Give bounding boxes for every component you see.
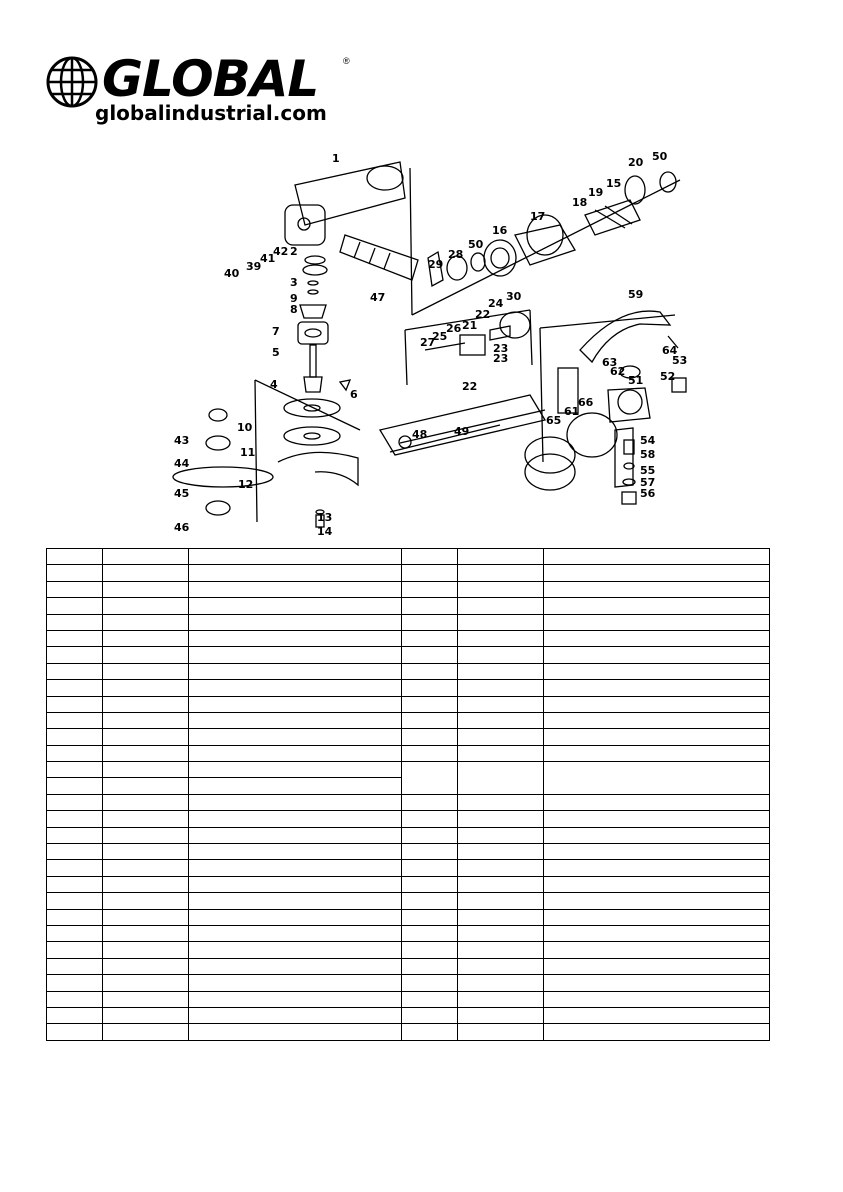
table-cell: [458, 680, 544, 696]
table-cell: [189, 925, 402, 941]
table-cell: [103, 909, 189, 925]
table-cell: [402, 614, 458, 630]
table-cell: [47, 680, 103, 696]
table-cell: [544, 663, 770, 679]
table-cell: [103, 581, 189, 597]
table-cell: [103, 778, 189, 794]
part-label: 12: [238, 478, 254, 491]
table-cell: [402, 647, 458, 663]
table-cell: [47, 942, 103, 958]
table-cell: [103, 598, 189, 614]
table-cell: [458, 844, 544, 860]
part-label: 3: [290, 276, 298, 289]
table-cell: [544, 827, 770, 843]
table-cell: [402, 745, 458, 761]
table-cell: [47, 762, 103, 778]
part-label: 26: [446, 322, 462, 335]
table-cell: [458, 811, 544, 827]
table-cell: [47, 745, 103, 761]
table-cell: [47, 893, 103, 909]
table-row: [47, 942, 770, 958]
table-cell: [458, 581, 544, 597]
part-label: 49: [454, 425, 470, 438]
table-cell: [458, 565, 544, 581]
table-cell: [103, 630, 189, 646]
table-row: [47, 958, 770, 974]
table-row: [47, 762, 770, 778]
table-cell: [544, 1007, 770, 1023]
parts-table: [46, 548, 770, 1041]
table-cell: [189, 581, 402, 597]
table-cell: [544, 958, 770, 974]
table-cell: [103, 729, 189, 745]
table-row: [47, 565, 770, 581]
table-cell: [47, 663, 103, 679]
table-cell: [189, 975, 402, 991]
table-cell: [402, 794, 458, 810]
table-row: [47, 844, 770, 860]
table-row: [47, 991, 770, 1007]
table-cell: [402, 975, 458, 991]
table-cell: [544, 811, 770, 827]
table-cell: [47, 712, 103, 728]
part-label: 56: [640, 487, 656, 500]
table-cell: [402, 860, 458, 876]
table-cell: [103, 745, 189, 761]
table-cell: [402, 581, 458, 597]
part-label: 23: [493, 342, 509, 355]
table-cell: [189, 778, 402, 794]
table-cell: [47, 614, 103, 630]
table-row: [47, 975, 770, 991]
table-row: [47, 630, 770, 646]
part-label: 50: [652, 150, 668, 163]
table-cell: [47, 958, 103, 974]
table-cell: [544, 860, 770, 876]
part-label: 30: [506, 290, 522, 303]
table-cell: [458, 876, 544, 892]
table-row: [47, 663, 770, 679]
table-cell: [47, 909, 103, 925]
part-label: 52: [660, 370, 676, 383]
table-cell: [458, 1007, 544, 1023]
table-cell: [103, 1024, 189, 1040]
part-label: 47: [370, 291, 386, 304]
part-label: 8: [290, 303, 298, 316]
table-row: [47, 925, 770, 941]
part-label: 4: [270, 378, 278, 391]
brand-wordmark: GLOBAL: [102, 50, 319, 108]
table-cell: [47, 565, 103, 581]
table-cell: [402, 680, 458, 696]
table-cell: [47, 1007, 103, 1023]
table-cell: [103, 876, 189, 892]
table-cell: [189, 680, 402, 696]
table-cell: [402, 598, 458, 614]
table-cell: [458, 549, 544, 565]
table-cell: [103, 975, 189, 991]
part-label: 21: [462, 319, 478, 332]
table-cell: [544, 549, 770, 565]
table-cell: [402, 909, 458, 925]
brand-website: globalindustrial.com: [95, 101, 327, 125]
part-label: 19: [588, 186, 604, 199]
table-cell: [544, 925, 770, 941]
table-cell: [189, 745, 402, 761]
table-cell: [544, 991, 770, 1007]
part-label: 29: [428, 258, 444, 271]
table-cell: [402, 1024, 458, 1040]
table-cell: [402, 958, 458, 974]
table-cell: [189, 729, 402, 745]
table-cell: [458, 762, 544, 795]
table-cell: [47, 581, 103, 597]
table-cell: [458, 696, 544, 712]
table-cell: [544, 876, 770, 892]
table-cell: [47, 598, 103, 614]
table-cell: [103, 844, 189, 860]
table-cell: [544, 581, 770, 597]
table-row: [47, 549, 770, 565]
part-label: 62: [610, 365, 626, 378]
table-row: [47, 827, 770, 843]
part-label: 20: [628, 156, 644, 169]
table-cell: [458, 860, 544, 876]
part-label: 55: [640, 464, 656, 477]
table-cell: [103, 647, 189, 663]
table-cell: [458, 925, 544, 941]
table-cell: [458, 598, 544, 614]
part-label: 63: [602, 356, 618, 369]
table-cell: [402, 811, 458, 827]
table-cell: [402, 712, 458, 728]
table-cell: [103, 893, 189, 909]
part-label: 13: [317, 511, 333, 524]
table-cell: [458, 1024, 544, 1040]
table-row: [47, 729, 770, 745]
part-label: 9: [290, 292, 298, 305]
part-label: 10: [237, 421, 253, 434]
table-cell: [189, 860, 402, 876]
table-cell: [189, 958, 402, 974]
part-label: 50: [468, 238, 484, 251]
table-cell: [47, 729, 103, 745]
table-cell: [544, 614, 770, 630]
table-cell: [402, 827, 458, 843]
part-label: 48: [412, 428, 428, 441]
table-row: [47, 876, 770, 892]
table-cell: [103, 565, 189, 581]
table-cell: [402, 565, 458, 581]
table-cell: [544, 696, 770, 712]
table-cell: [47, 794, 103, 810]
table-row: [47, 614, 770, 630]
table-row: [47, 680, 770, 696]
table-cell: [189, 598, 402, 614]
table-row: [47, 647, 770, 663]
part-label: 16: [492, 224, 508, 237]
table-cell: [544, 942, 770, 958]
table-cell: [103, 942, 189, 958]
table-cell: [103, 762, 189, 778]
table-cell: [103, 696, 189, 712]
table-cell: [47, 925, 103, 941]
table-cell: [103, 827, 189, 843]
table-cell: [189, 811, 402, 827]
part-label: 25: [432, 330, 448, 343]
table-cell: [544, 909, 770, 925]
table-cell: [47, 630, 103, 646]
table-row: [47, 1007, 770, 1023]
table-cell: [402, 991, 458, 1007]
table-row: [47, 794, 770, 810]
table-cell: [402, 729, 458, 745]
table-cell: [189, 909, 402, 925]
table-row: [47, 1024, 770, 1040]
table-cell: [189, 614, 402, 630]
part-label: 61: [564, 405, 580, 418]
table-cell: [47, 778, 103, 794]
table-cell: [47, 647, 103, 663]
part-label: 27: [420, 336, 436, 349]
table-cell: [458, 729, 544, 745]
table-cell: [544, 975, 770, 991]
part-label: 22: [475, 308, 491, 321]
table-row: [47, 909, 770, 925]
table-cell: [47, 696, 103, 712]
part-label: 64: [662, 344, 678, 357]
table-cell: [458, 712, 544, 728]
table-cell: [103, 794, 189, 810]
part-label: 6: [350, 388, 358, 401]
table-cell: [458, 663, 544, 679]
part-label: 22: [462, 380, 478, 393]
part-label: 7: [272, 325, 280, 338]
table-cell: [189, 1024, 402, 1040]
table-cell: [402, 844, 458, 860]
table-cell: [103, 549, 189, 565]
table-cell: [458, 942, 544, 958]
table-cell: [402, 696, 458, 712]
part-label: 59: [628, 288, 644, 301]
part-label: 58: [640, 448, 656, 461]
part-label: 15: [606, 177, 622, 190]
table-cell: [544, 565, 770, 581]
table-cell: [544, 712, 770, 728]
table-cell: [189, 827, 402, 843]
table-cell: [189, 762, 402, 778]
part-label: 14: [317, 525, 333, 538]
table-cell: [47, 844, 103, 860]
table-cell: [458, 975, 544, 991]
global-logo: [44, 52, 364, 132]
table-cell: [458, 745, 544, 761]
table-cell: [402, 549, 458, 565]
table-cell: [458, 794, 544, 810]
table-row: [47, 893, 770, 909]
part-label: 46: [174, 521, 190, 534]
table-cell: [458, 614, 544, 630]
table-cell: [47, 827, 103, 843]
part-label: 40: [224, 267, 240, 280]
table-cell: [189, 565, 402, 581]
table-row: [47, 811, 770, 827]
table-cell: [544, 1024, 770, 1040]
table-cell: [189, 991, 402, 1007]
part-label: 18: [572, 196, 588, 209]
part-label: 5: [272, 346, 280, 359]
part-label: 1: [332, 152, 340, 165]
table-row: [47, 745, 770, 761]
table-cell: [47, 860, 103, 876]
table-cell: [402, 893, 458, 909]
part-label: 57: [640, 476, 656, 489]
table-cell: [103, 925, 189, 941]
part-label: 65: [546, 414, 562, 427]
table-row: [47, 598, 770, 614]
table-cell: [402, 1007, 458, 1023]
table-cell: [544, 630, 770, 646]
table-cell: [189, 794, 402, 810]
table-cell: [402, 942, 458, 958]
table-cell: [544, 598, 770, 614]
table-cell: [458, 630, 544, 646]
table-cell: [402, 663, 458, 679]
table-cell: [103, 811, 189, 827]
table-cell: [47, 1024, 103, 1040]
table-cell: [458, 647, 544, 663]
table-cell: [544, 745, 770, 761]
table-cell: [103, 860, 189, 876]
part-label: 28: [448, 248, 464, 261]
table-cell: [47, 811, 103, 827]
table-row: [47, 712, 770, 728]
table-cell: [189, 942, 402, 958]
table-cell: [458, 991, 544, 1007]
table-cell: [544, 844, 770, 860]
table-row: [47, 696, 770, 712]
table-cell: [103, 991, 189, 1007]
table-cell: [103, 958, 189, 974]
table-cell: [47, 549, 103, 565]
table-cell: [189, 844, 402, 860]
part-label: 24: [488, 297, 504, 310]
table-row: [47, 860, 770, 876]
table-cell: [103, 663, 189, 679]
table-cell: [402, 876, 458, 892]
table-cell: [103, 712, 189, 728]
part-label: 45: [174, 487, 190, 500]
table-cell: [189, 549, 402, 565]
table-cell: [189, 712, 402, 728]
part-label: 11: [240, 446, 256, 459]
table-cell: [458, 958, 544, 974]
part-label: 43: [174, 434, 190, 447]
part-label: 44: [174, 457, 190, 470]
table-cell: [458, 909, 544, 925]
part-label: 54: [640, 434, 656, 447]
table-cell: [189, 663, 402, 679]
table-cell: [402, 630, 458, 646]
table-cell: [103, 680, 189, 696]
table-cell: [458, 893, 544, 909]
table-cell: [544, 794, 770, 810]
table-cell: [402, 925, 458, 941]
table-cell: [544, 762, 770, 795]
table-row: [47, 581, 770, 597]
part-label: 53: [672, 354, 688, 367]
part-label: 17: [530, 210, 546, 223]
part-label: 23: [493, 352, 509, 365]
part-label: 51: [628, 374, 644, 387]
table-cell: [47, 975, 103, 991]
table-cell: [103, 614, 189, 630]
table-cell: [402, 762, 458, 795]
table-cell: [103, 1007, 189, 1023]
table-cell: [189, 893, 402, 909]
table-cell: [189, 1007, 402, 1023]
table-cell: [189, 696, 402, 712]
part-label: 66: [578, 396, 594, 409]
table-cell: [544, 680, 770, 696]
table-cell: [544, 647, 770, 663]
part-label: 2: [290, 245, 298, 258]
exploded-parts-diagram: [174, 140, 700, 540]
table-cell: [189, 647, 402, 663]
table-cell: [47, 991, 103, 1007]
table-cell: [544, 893, 770, 909]
table-cell: [189, 876, 402, 892]
part-label: 42: [273, 245, 289, 258]
table-cell: [189, 630, 402, 646]
part-label: 39: [246, 260, 262, 273]
table-cell: [544, 729, 770, 745]
table-cell: [458, 827, 544, 843]
part-label: 41: [260, 252, 276, 265]
registered-mark: ®: [343, 56, 350, 66]
table-cell: [47, 876, 103, 892]
